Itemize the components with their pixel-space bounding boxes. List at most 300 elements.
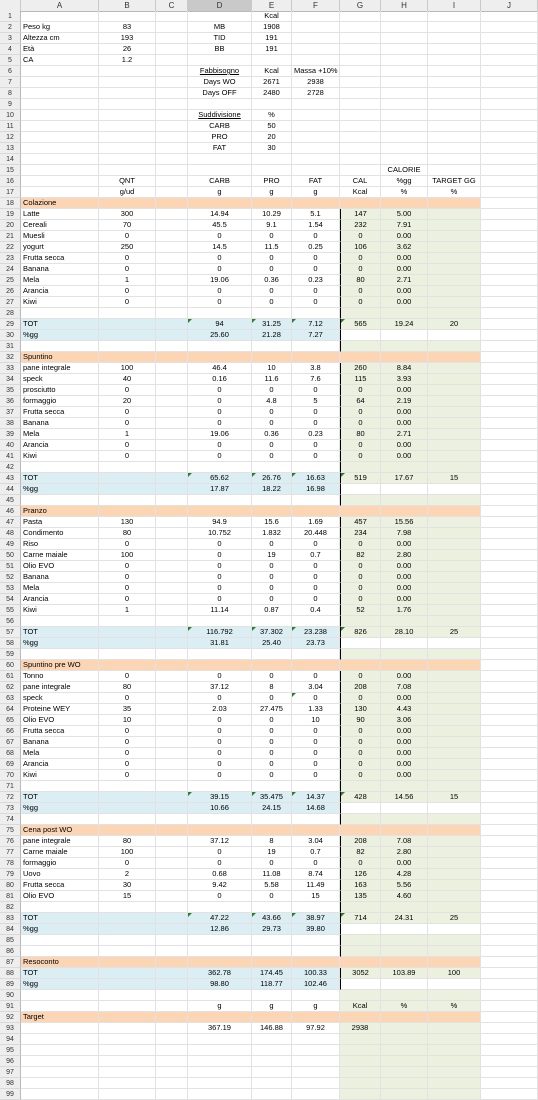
cell-a[interactable] (21, 176, 99, 187)
cell-i[interactable] (428, 77, 481, 88)
cell-i[interactable]: % (428, 187, 481, 198)
cell-i[interactable] (428, 143, 481, 154)
cell-e[interactable]: 19 (252, 550, 292, 561)
cell-g[interactable] (340, 66, 381, 77)
cell-b[interactable] (99, 935, 156, 946)
cell-d[interactable]: 17.87 (188, 484, 252, 495)
cell-a[interactable] (21, 132, 99, 143)
cell-a[interactable]: Frutta secca (21, 880, 99, 891)
row-header[interactable]: 96 (0, 1056, 21, 1067)
cell-j[interactable] (481, 242, 538, 253)
row-header[interactable]: 19 (0, 209, 21, 220)
cell-g[interactable]: 457 (340, 517, 381, 528)
cell-e[interactable]: 0 (252, 759, 292, 770)
cell-j[interactable] (481, 649, 538, 660)
cell-h[interactable]: 0.00 (381, 737, 428, 748)
cell-e[interactable]: 0 (252, 858, 292, 869)
cell-i[interactable] (428, 198, 481, 209)
cell-d[interactable] (188, 99, 252, 110)
cell-f[interactable]: 10 (292, 715, 340, 726)
row-header[interactable]: 95 (0, 1045, 21, 1056)
cell-b[interactable]: 0 (99, 264, 156, 275)
cell-g[interactable]: 126 (340, 869, 381, 880)
cell-c[interactable] (156, 110, 188, 121)
cell-c[interactable] (156, 440, 188, 451)
row-header[interactable]: 41 (0, 451, 21, 462)
cell-i[interactable] (428, 935, 481, 946)
cell-a[interactable] (21, 649, 99, 660)
cell-e[interactable]: 11.5 (252, 242, 292, 253)
cell-j[interactable] (481, 374, 538, 385)
cell-g[interactable]: 0 (340, 440, 381, 451)
cell-d[interactable]: 0 (188, 858, 252, 869)
cell-h[interactable]: 0.00 (381, 418, 428, 429)
cell-h[interactable] (381, 902, 428, 913)
cell-e[interactable]: 30 (252, 143, 292, 154)
cell-c[interactable] (156, 99, 188, 110)
row-header[interactable]: 66 (0, 726, 21, 737)
cell-f[interactable]: 0.23 (292, 429, 340, 440)
cell-b[interactable]: 0 (99, 451, 156, 462)
cell-h[interactable]: 0.00 (381, 539, 428, 550)
cell-c[interactable] (156, 297, 188, 308)
cell-j[interactable] (481, 627, 538, 638)
cell-c[interactable] (156, 627, 188, 638)
cell-d[interactable]: MB (188, 22, 252, 33)
cell-i[interactable] (428, 583, 481, 594)
cell-g[interactable]: 0 (340, 572, 381, 583)
cell-c[interactable] (156, 869, 188, 880)
cell-h[interactable] (381, 660, 428, 671)
cell-j[interactable] (481, 660, 538, 671)
cell-g[interactable]: 234 (340, 528, 381, 539)
cell-j[interactable] (481, 704, 538, 715)
cell-b[interactable]: 35 (99, 704, 156, 715)
cell-f[interactable]: 23.73 (292, 638, 340, 649)
cell-g[interactable]: 0 (340, 726, 381, 737)
cell-d[interactable] (188, 352, 252, 363)
cell-e[interactable]: 19 (252, 847, 292, 858)
cell-d[interactable]: 14.94 (188, 209, 252, 220)
cell-f[interactable]: 3.04 (292, 682, 340, 693)
cell-c[interactable] (156, 55, 188, 66)
cell-h[interactable]: 7.08 (381, 836, 428, 847)
cell-j[interactable] (481, 715, 538, 726)
cell-d[interactable]: 0 (188, 693, 252, 704)
cell-h[interactable]: 3.06 (381, 715, 428, 726)
cell-f[interactable] (292, 649, 340, 660)
cell-b[interactable] (99, 462, 156, 473)
cell-j[interactable] (481, 396, 538, 407)
cell-b[interactable] (99, 1012, 156, 1023)
cell-h[interactable]: 4.28 (381, 869, 428, 880)
cell-f[interactable]: 0 (292, 759, 340, 770)
cell-i[interactable] (428, 55, 481, 66)
cell-h[interactable] (381, 957, 428, 968)
cell-d[interactable]: 31.81 (188, 638, 252, 649)
cell-a[interactable] (21, 77, 99, 88)
cell-g[interactable]: 0 (340, 770, 381, 781)
cell-j[interactable] (481, 55, 538, 66)
cell-d[interactable] (188, 616, 252, 627)
cell-a[interactable]: formaggio (21, 396, 99, 407)
row-header[interactable]: 1 (0, 11, 21, 22)
cell-g[interactable]: 565 (340, 319, 381, 330)
cell-d[interactable]: Days WO (188, 77, 252, 88)
row-header[interactable]: 29 (0, 319, 21, 330)
cell-f[interactable]: 0 (292, 440, 340, 451)
cell-e[interactable] (252, 825, 292, 836)
cell-h[interactable] (381, 143, 428, 154)
cell-d[interactable] (188, 165, 252, 176)
cell-g[interactable]: 147 (340, 209, 381, 220)
cell-a[interactable]: Arancia (21, 759, 99, 770)
cell-i[interactable]: TARGET GG (428, 176, 481, 187)
cell-j[interactable] (481, 990, 538, 1001)
cell-j[interactable] (481, 88, 538, 99)
cell-a[interactable]: pane integrale (21, 836, 99, 847)
cell-d[interactable]: 0 (188, 407, 252, 418)
cell-g[interactable]: 64 (340, 396, 381, 407)
cell-b[interactable]: 0 (99, 407, 156, 418)
cell-e[interactable]: 10 (252, 363, 292, 374)
cell-f[interactable]: 5.1 (292, 209, 340, 220)
cell-c[interactable] (156, 946, 188, 957)
cell-i[interactable] (428, 242, 481, 253)
cell-e[interactable]: 29.73 (252, 924, 292, 935)
cell-g[interactable]: 3052 (340, 968, 381, 979)
cell-a[interactable]: Mela (21, 275, 99, 286)
cell-f[interactable]: 5 (292, 396, 340, 407)
cell-c[interactable] (156, 484, 188, 495)
row-header[interactable]: 2 (0, 22, 21, 33)
cell-f[interactable] (292, 814, 340, 825)
cell-c[interactable] (156, 968, 188, 979)
cell-i[interactable] (428, 132, 481, 143)
cell-g[interactable] (340, 1067, 381, 1078)
cell-j[interactable] (481, 1067, 538, 1078)
cell-e[interactable] (252, 1078, 292, 1089)
cell-i[interactable] (428, 165, 481, 176)
cell-a[interactable] (21, 143, 99, 154)
cell-e[interactable]: 9.1 (252, 220, 292, 231)
cell-f[interactable]: 0 (292, 253, 340, 264)
cell-j[interactable] (481, 517, 538, 528)
cell-h[interactable]: 3.93 (381, 374, 428, 385)
cell-b[interactable] (99, 330, 156, 341)
cell-g[interactable]: 0 (340, 693, 381, 704)
cell-g[interactable] (340, 88, 381, 99)
cell-f[interactable]: 8.74 (292, 869, 340, 880)
cell-e[interactable]: 174.45 (252, 968, 292, 979)
row-header[interactable]: 71 (0, 781, 21, 792)
cell-e[interactable] (252, 154, 292, 165)
cell-b[interactable]: 0 (99, 583, 156, 594)
cell-b[interactable] (99, 484, 156, 495)
cell-a[interactable] (21, 781, 99, 792)
cell-f[interactable] (292, 1089, 340, 1100)
row-header[interactable]: 82 (0, 902, 21, 913)
cell-f[interactable]: 97.92 (292, 1023, 340, 1034)
cell-i[interactable] (428, 99, 481, 110)
row-header[interactable]: 56 (0, 616, 21, 627)
row-header[interactable]: 26 (0, 286, 21, 297)
cell-b[interactable] (99, 825, 156, 836)
row-header[interactable]: 15 (0, 165, 21, 176)
cell-d[interactable]: 94 (188, 319, 252, 330)
cell-j[interactable] (481, 770, 538, 781)
cell-h[interactable]: 14.56 (381, 792, 428, 803)
cell-b[interactable]: 0 (99, 748, 156, 759)
cell-i[interactable] (428, 759, 481, 770)
cell-j[interactable] (481, 198, 538, 209)
cell-g[interactable]: 0 (340, 385, 381, 396)
row-header[interactable]: 61 (0, 671, 21, 682)
cell-b[interactable] (99, 957, 156, 968)
cell-i[interactable] (428, 517, 481, 528)
cell-j[interactable] (481, 495, 538, 506)
cell-a[interactable]: Kiwi (21, 451, 99, 462)
cell-b[interactable] (99, 473, 156, 484)
cell-i[interactable] (428, 880, 481, 891)
cell-i[interactable] (428, 330, 481, 341)
cell-e[interactable] (252, 198, 292, 209)
cell-d[interactable] (188, 1012, 252, 1023)
cell-g[interactable]: 52 (340, 605, 381, 616)
cell-d[interactable]: 2.03 (188, 704, 252, 715)
cell-e[interactable] (252, 341, 292, 352)
cell-d[interactable]: FAT (188, 143, 252, 154)
column-header-j[interactable]: J (481, 0, 538, 11)
row-header[interactable]: 81 (0, 891, 21, 902)
cell-a[interactable]: Proteine WEY (21, 704, 99, 715)
cell-c[interactable] (156, 1089, 188, 1100)
cell-j[interactable] (481, 473, 538, 484)
cell-e[interactable] (252, 990, 292, 1001)
cell-e[interactable]: 8 (252, 836, 292, 847)
cell-b[interactable] (99, 781, 156, 792)
cell-i[interactable] (428, 781, 481, 792)
cell-h[interactable] (381, 99, 428, 110)
cell-a[interactable] (21, 99, 99, 110)
cell-c[interactable] (156, 429, 188, 440)
cell-g[interactable] (340, 1045, 381, 1056)
row-header[interactable]: 42 (0, 462, 21, 473)
cell-g[interactable] (340, 649, 381, 660)
cell-i[interactable] (428, 594, 481, 605)
cell-h[interactable] (381, 638, 428, 649)
cell-f[interactable]: 39.80 (292, 924, 340, 935)
cell-h[interactable] (381, 484, 428, 495)
cell-e[interactable]: 0 (252, 418, 292, 429)
cell-e[interactable] (252, 616, 292, 627)
cell-c[interactable] (156, 583, 188, 594)
cell-a[interactable] (21, 462, 99, 473)
cell-j[interactable] (481, 814, 538, 825)
cell-b[interactable]: 83 (99, 22, 156, 33)
cell-c[interactable] (156, 572, 188, 583)
cell-a[interactable]: Carne maiale (21, 847, 99, 858)
cell-d[interactable] (188, 11, 252, 22)
cell-g[interactable] (340, 33, 381, 44)
cell-j[interactable] (481, 693, 538, 704)
cell-i[interactable] (428, 1089, 481, 1100)
cell-g[interactable] (340, 1034, 381, 1045)
row-header[interactable]: 63 (0, 693, 21, 704)
cell-f[interactable]: 23.238 (292, 627, 340, 638)
cell-j[interactable] (481, 110, 538, 121)
cell-g[interactable] (340, 1078, 381, 1089)
cell-a[interactable] (21, 1034, 99, 1045)
cell-a[interactable]: %gg (21, 330, 99, 341)
row-header[interactable]: 30 (0, 330, 21, 341)
cell-a[interactable]: Banana (21, 572, 99, 583)
row-header[interactable]: 32 (0, 352, 21, 363)
cell-c[interactable] (156, 594, 188, 605)
cell-f[interactable] (292, 165, 340, 176)
cell-g[interactable]: 163 (340, 880, 381, 891)
cell-h[interactable]: 28.10 (381, 627, 428, 638)
cell-g[interactable]: 0 (340, 539, 381, 550)
cell-g[interactable]: Kcal (340, 187, 381, 198)
cell-g[interactable]: 0 (340, 286, 381, 297)
cell-c[interactable] (156, 242, 188, 253)
cell-b[interactable] (99, 121, 156, 132)
cell-d[interactable]: 47.22 (188, 913, 252, 924)
cell-h[interactable]: 0.00 (381, 253, 428, 264)
row-header[interactable]: 65 (0, 715, 21, 726)
cell-d[interactable] (188, 154, 252, 165)
cell-e[interactable] (252, 1056, 292, 1067)
cell-g[interactable]: 0 (340, 858, 381, 869)
cell-b[interactable]: 0 (99, 594, 156, 605)
cell-e[interactable]: 8 (252, 682, 292, 693)
cell-i[interactable] (428, 11, 481, 22)
cell-j[interactable] (481, 451, 538, 462)
cell-a[interactable]: Olio EVO (21, 715, 99, 726)
cell-a[interactable]: Uovo (21, 869, 99, 880)
cell-i[interactable] (428, 770, 481, 781)
cell-b[interactable] (99, 88, 156, 99)
column-header-a[interactable]: A (21, 0, 99, 11)
cell-g[interactable] (340, 11, 381, 22)
cell-i[interactable] (428, 946, 481, 957)
cell-g[interactable]: 115 (340, 374, 381, 385)
cell-d[interactable] (188, 649, 252, 660)
cell-i[interactable] (428, 748, 481, 759)
row-header[interactable]: 34 (0, 374, 21, 385)
cell-f[interactable]: 7.27 (292, 330, 340, 341)
cell-g[interactable]: 90 (340, 715, 381, 726)
cell-f[interactable] (292, 462, 340, 473)
cell-e[interactable]: 21.28 (252, 330, 292, 341)
cell-a[interactable]: Latte (21, 209, 99, 220)
cell-c[interactable] (156, 770, 188, 781)
cell-g[interactable]: 80 (340, 275, 381, 286)
cell-b[interactable]: 0 (99, 385, 156, 396)
cell-j[interactable] (481, 572, 538, 583)
cell-j[interactable] (481, 957, 538, 968)
cell-j[interactable] (481, 594, 538, 605)
cell-c[interactable] (156, 561, 188, 572)
row-header[interactable]: 90 (0, 990, 21, 1001)
cell-g[interactable] (340, 198, 381, 209)
cell-g[interactable] (340, 308, 381, 319)
cell-b[interactable] (99, 814, 156, 825)
cell-d[interactable]: 0 (188, 770, 252, 781)
cell-b[interactable]: 130 (99, 517, 156, 528)
cell-c[interactable] (156, 924, 188, 935)
cell-d[interactable]: CARB (188, 121, 252, 132)
cell-f[interactable]: 0 (292, 572, 340, 583)
cell-j[interactable] (481, 616, 538, 627)
cell-g[interactable]: 0 (340, 594, 381, 605)
cell-h[interactable] (381, 495, 428, 506)
cell-i[interactable] (428, 110, 481, 121)
cell-h[interactable]: 3.62 (381, 242, 428, 253)
row-header[interactable]: 69 (0, 759, 21, 770)
cell-e[interactable]: 0 (252, 264, 292, 275)
cell-i[interactable] (428, 286, 481, 297)
cell-c[interactable] (156, 1067, 188, 1078)
row-header[interactable]: 84 (0, 924, 21, 935)
cell-c[interactable] (156, 880, 188, 891)
cell-g[interactable] (340, 352, 381, 363)
cell-e[interactable]: 191 (252, 33, 292, 44)
cell-c[interactable] (156, 891, 188, 902)
cell-e[interactable]: 0 (252, 385, 292, 396)
cell-a[interactable]: Banana (21, 737, 99, 748)
row-header[interactable]: 21 (0, 231, 21, 242)
row-header[interactable]: 78 (0, 858, 21, 869)
cell-c[interactable] (156, 1001, 188, 1012)
cell-g[interactable]: 714 (340, 913, 381, 924)
cell-d[interactable]: 0 (188, 418, 252, 429)
cell-b[interactable] (99, 792, 156, 803)
cell-a[interactable] (21, 121, 99, 132)
cell-h[interactable]: 0.00 (381, 759, 428, 770)
cell-e[interactable]: 146.88 (252, 1023, 292, 1034)
cell-g[interactable] (340, 330, 381, 341)
cell-d[interactable]: 0 (188, 737, 252, 748)
cell-e[interactable] (252, 506, 292, 517)
cell-c[interactable] (156, 935, 188, 946)
cell-c[interactable] (156, 990, 188, 1001)
cell-e[interactable]: 2671 (252, 77, 292, 88)
cell-e[interactable]: 43.66 (252, 913, 292, 924)
cell-j[interactable] (481, 1045, 538, 1056)
cell-g[interactable] (340, 110, 381, 121)
cell-d[interactable]: 0 (188, 231, 252, 242)
cell-j[interactable] (481, 286, 538, 297)
cell-h[interactable] (381, 88, 428, 99)
cell-e[interactable]: 0 (252, 231, 292, 242)
cell-b[interactable] (99, 968, 156, 979)
cell-i[interactable] (428, 1023, 481, 1034)
cell-i[interactable]: 20 (428, 319, 481, 330)
cell-d[interactable] (188, 902, 252, 913)
cell-h[interactable]: CALORIE (381, 165, 428, 176)
cell-c[interactable] (156, 605, 188, 616)
cell-h[interactable]: 0.00 (381, 594, 428, 605)
cell-j[interactable] (481, 748, 538, 759)
cell-a[interactable]: CA (21, 55, 99, 66)
cell-b[interactable]: 1.2 (99, 55, 156, 66)
cell-j[interactable] (481, 528, 538, 539)
cell-g[interactable] (340, 341, 381, 352)
cell-b[interactable]: QNT (99, 176, 156, 187)
cell-i[interactable] (428, 209, 481, 220)
